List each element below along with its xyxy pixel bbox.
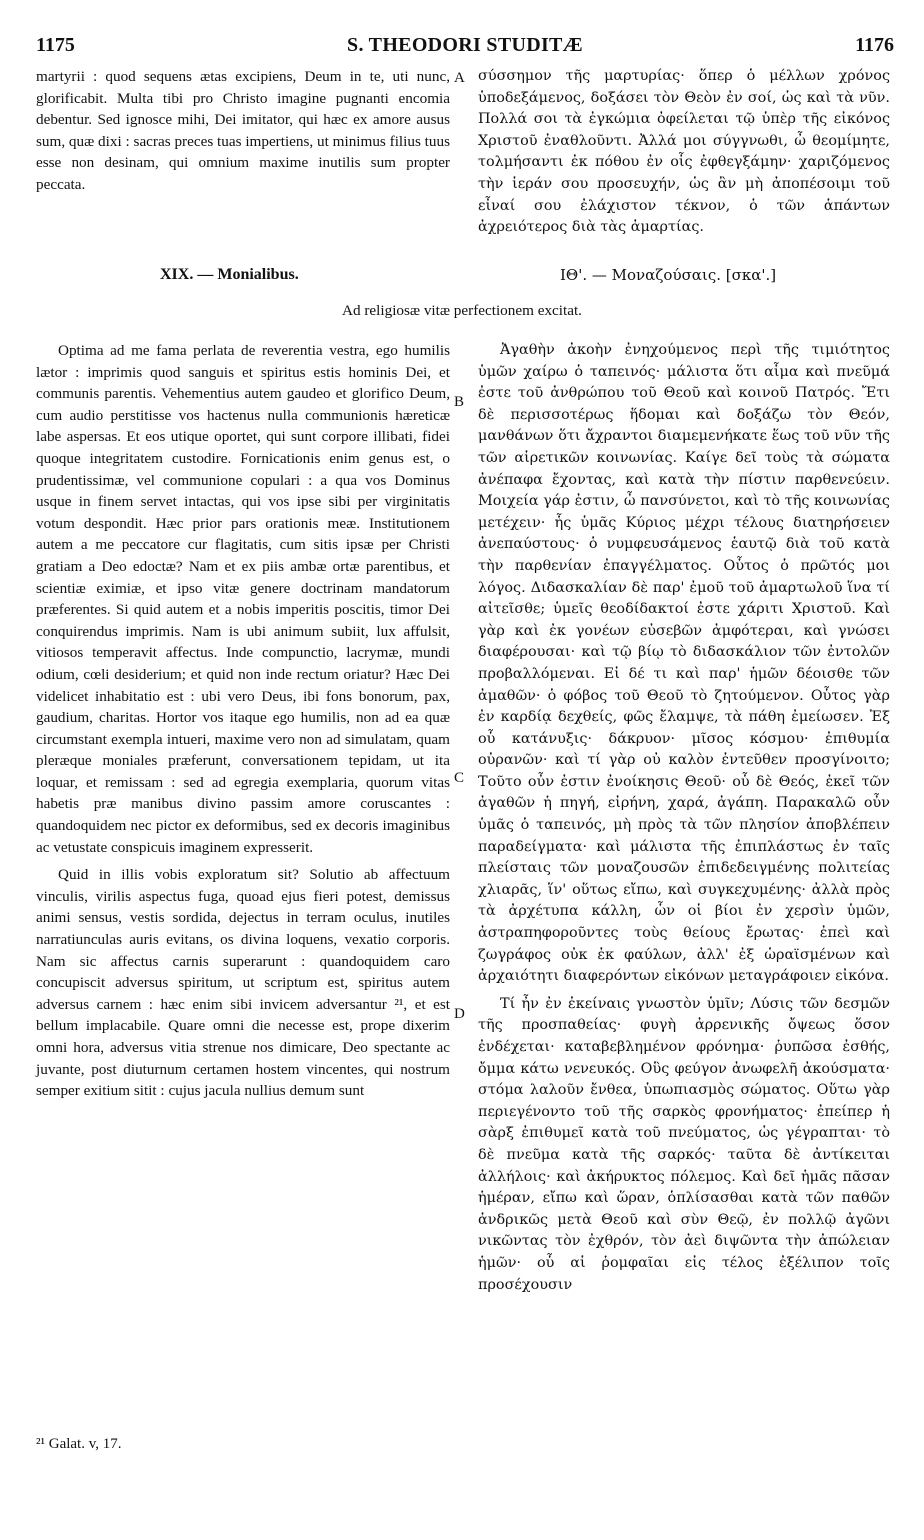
greek-main-column [478, 340, 890, 1296]
running-title: S. THEODORI STUDITÆ [347, 34, 583, 56]
footnote: ²¹ Galat. v, 17. [36, 1436, 122, 1452]
page-number-right: 1176 [855, 34, 894, 56]
latin-paragraph-1: Optima ad me fama perlata de reverentia vestra, ego humilis lætor : imprimis quod sanguis et spiritus estis hominis Dei, et communis parentis. Vehementius autem gaudeo et glorifico Deum, cum audio perstitisse vos hactenus nulla communionis hæreticæ labe aspersas. Et eos utique oportet, qui sunt corpore illibati, fidei quoque integritatem custodire. Fornicationis enim genus est, o prudentissimæ, vel communione copulari : a qua vos Dominus usque in finem servet intactas, qui vos ipse sibi per virginitatis votum despondit. Hæc prior pars orationis meæ. Institutionem autem a me peccatore cur flagitatis, cum sitis ipsæ per Christi gratiam a Deo edoctæ? Nam et ex piis ambæ ortæ parentibus, et scientiæ eximiæ, et ipso vitæ genere doctrinam mandatorum præferentes. Si quid autem et a nobis imperitis poscitis, timor Dei conquirendus imprimis. Nam is ubi animum subiit, lux affulsit, vitiosos temperavit affectus. Inde compunctio, lacrymæ, mundi odium, cœli desiderium; et quid non inde rectum oriatur? Hæc Dei videlicet inhabitatio est : ubi vero Deus, ibi fons bonorum, pax, gaudium, charitas. Hortor vos itaque ego humilis, non ad ea quæ circumstant exempla intueri, maxime vero non ad simulatam, quam pleræque moniales præferunt, conversationem tepidam, ut ita loquar, et remissam : sed ad egregia exemplaria, quorum vitas habetis præ manibus divino passim amore coruscantes : quandoquidem nec pictor ex deformibus, sed ex decoris imaginibus ac vetustate conspicuis imaginem expresserit. [36, 342, 450, 856]
margin-marker-a: A [454, 70, 465, 86]
latin-intro-text: martyrii : quod sequens ætas excipiens, Deum in te, uti nunc, glorificabit. Multa tibi pro Christo imagine pugnanti encomia debentur. Sed ignosce mihi, Dei imitator, qui hæc ex amore ausus sum, quæ dixi : sacras preces tuas impertiens, ut minimus filius tuus esse non desinam, qui omnium maxime inutilis sum propter peccata. [36, 68, 450, 193]
margin-marker-d: D [454, 1006, 465, 1022]
latin-section-heading: XIX. — Monialibus. [160, 266, 299, 283]
page-number-left: 1175 [36, 34, 75, 56]
greek-section-number: ΙΘ'. — Μοναζούσαις. [560, 266, 721, 284]
greek-intro-column [478, 66, 890, 256]
margin-marker-c: C [454, 770, 465, 786]
page-header [36, 34, 894, 64]
greek-section-heading [560, 266, 776, 284]
greek-intro-text: σύσσημον τῆς μαρτυρίας· ὅπερ ὁ μέλλων χρόνος ὑποδεξάμενος, δοξάσει τὸν Θεὸν ἐν σοί, ὡς καὶ τὰ νῦν. Πολλά σοι τὰ ἐγκώμια ὀφείλεται τῷ ὑπὲρ τῆς εἰκόνος Χριστοῦ ἐναθλοῦντι. Ἀλλά μοι σύγγνωθι, ὦ θεομίμητε, τολμήσαντι ἐκ πόθου ἐν οἷς ἐφθεγξάμην· χαριζόμενος τὴν ἱεράν σου προσευχήν, ὡς ἂν μὴ ἀποπέσοιμι τοῦ εἶναί σου ἐλάχιστον τέκνον, ὁ τῶν ἁπάντων ἀχρειότερος διὰ τὰς ἁμαρτίας. [478, 68, 890, 236]
latin-paragraph-2: Quid in illis vobis exploratum sit? Solutio ab affectuum vinculis, virilis aspectus fuga, quoad ejus fieri potest, demissus animi sensus, vestis sordida, dejectus in terram oculus, inutiles narratiunculas auris evitans, os divina loquens, vexatio corporis. Nam sic affectus carnis superarunt : quandoquidem caro concupiscit adversus spiritum, ut scriptum est, spiritus autem adversus carnem : hæc enim sibi invicem adversantur ²¹, et est bellum implacabile. Quare omni die necesse est, prope dixerim omni hora, adversus vitia strenue nos dimicare, Deo spectante ac juvante, post diuturnum certamen hostem vincentes, qui nostrum semper exitium sitit : cujus jacula nullius demum sunt [36, 866, 450, 1100]
greek-section-extra: [σκα'.] [725, 266, 777, 284]
greek-paragraph-2: Τί ἦν ἐν ἐκείναις γνωστὸν ὑμῖν; Λύσις τῶν δεσμῶν τῆς προσπαθείας· φυγὴ ἀρρενικῆς ὄψεως ὅσον ἐνδέχεται· καταβεβλημένον φρόνημα· ῥυπῶσα ἐσθής, ὄμμα κάτω νενευκός. Οὓς φεύγον ἀνωφελῆ ἀκούσματα· στόμα λαλοῦν ἔνθεα, ὑπωπιασμὸς σώματος. Οὕτω γὰρ περιεγένοντο τοῦ τῆς σαρκὸς φρονήματος· ἐπείπερ ἡ σὰρξ ἐπιθυμεῖ κατὰ τοῦ πνεύματος, ὡς γέγραπται· τὸ δὲ πνεῦμα κατὰ τῆς σαρκός· ταῦτα δὲ ἀντίκειται ἀλλήλοις· καὶ ἀκήρυκτος πόλεμος. Καὶ δεῖ ἡμᾶς πᾶσαν ἡμέραν, εἴπω καὶ ὥραν, ὁπλίσασθαι κατὰ τῶν παθῶν ἀνδρικῶς μετὰ Θεοῦ καὶ σὺν Θεῷ, ἐν πολλῷ ἀγῶνι νικῶντας τὸν ἐχθρόν, τὸν ἀεὶ διψῶντα τὴν ἀπώλειαν ἡμῶν· οὗ αἱ ῥομφαῖαι εἰς τέλος ἐξέλιπον τοῖς προσέχουσιν [478, 995, 890, 1293]
greek-paragraph-1: Ἀγαθὴν ἀκοὴν ἐνηχούμενος περὶ τῆς τιμιότητος ὑμῶν χαίρω ὁ ταπεινός· μάλιστα ὅτι αἷμα καὶ πνεῦμά ἐστε τοῦ ἀνθρώπου τοῦ Θεοῦ καὶ κοινοῦ Πατρός. Ἔτι δὲ περισσοτέρως ἥδομαι καὶ δοξάζω τὸν Θεόν, μανθάνων ὅτι ἄχραντοι διαμεμενήκατε ἕως τοῦ νῦν τῆς τῶν αἱρετικῶν κοινωνίας. Καίγε δεῖ τοὺς τὰ σώματα ἀνέπαφα ἔχοντας, καὶ κατὰ τὴν πίστιν παρθενεύειν. Μοιχεία γάρ ἐστιν, ὦ πανσύνετοι, καὶ τὸ τῆς κοινωνίας μετέχειν· ἧς ὑμᾶς Κύριος μέχρι τέλους διατηρήσειεν ἀνεπαύστους· ὁ νυμφευσάμενος ἑαυτῷ διὰ τοῦ κατὰ τὴν παρθενίαν ἐπαγγέλματος. Οὗτος ὁ πρῶτός μοι λόγος. Διδασκαλίαν δὲ παρ' ἐμοῦ τοῦ ἁμαρτωλοῦ ἵνα τί αἰτεῖσθε; ὑμεῖς θεοδίδακτοί ἐστε χάριτι Χριστοῦ. Καὶ γὰρ καὶ ἐκ γονέων εὐσεβῶν ἀμφότεραι, καὶ γνώσει διαφέρουσαι· καὶ τῷ βίῳ τὸ διδασκάλιον τῶν ἐντολῶν προβαλλόμεναι. Εἰ δέ τι καὶ παρ' ἡμῶν δέοισθε τῶν ἀμαθῶν· ὁ φόβος τοῦ Θεοῦ τὸ ζητούμενον. Οὗτος γὰρ ἐν καρδίᾳ δεχθείς, φῶς ἔλαμψε, τὰ πάθη ἐμείωσεν. Ἐξ οὗ κατάνυξις· δάκρυον· μῖσος κόσμου· ἐπιθυμία οὐρανῶν· καὶ τί γὰρ οὐ καλὸν ἐντεῦθεν προσγίνοιτο; Τοῦτο οὖν ἐστιν ἐνοίκησις Θεοῦ· οὗ δὲ Θεός, ἐκεῖ τῶν ἀγαθῶν ἡ πηγή, εἰρήνη, χαρά, ἀγάπη. Παρακαλῶ οὖν ὑμᾶς ὁ ταπεινός, μὴ πρὸς τὰ τῶν πλησίον ἀποβλέπειν παραδείγματα· καὶ μάλιστα τῆς ἐπιπλάστως ἐν ταῖς πλείσταις τῶν μοναζουσῶν ἐπιδεδειγμένης πολιτείας χλιαρᾶς, ἵν' οὕτως εἴπω, καὶ συγκεχυμένης· ἀλλὰ πρὸς τὰ ἀρχέτυπα κάλλη, ὧν οἱ βίοι ἐν χερσὶν ὑμῶν, ἀστραπηφοροῦντες τοὺς θείους ἔρωτας· ἐπεὶ καὶ ζωγράφος οὐκ ἐκ φαύλων, ἀλλ' ἐξ ὡραϊσμένων καὶ ἀρχαιότητι διαφερόντων εἰκόνων μεταγράφοιεν εἰκόνα. [478, 342, 890, 985]
latin-main-column [36, 340, 450, 1102]
letter-summary: Ad religiosæ vitæ perfectionem excitat. [342, 302, 582, 319]
latin-intro-column [36, 66, 450, 256]
margin-marker-b: B [454, 394, 465, 410]
